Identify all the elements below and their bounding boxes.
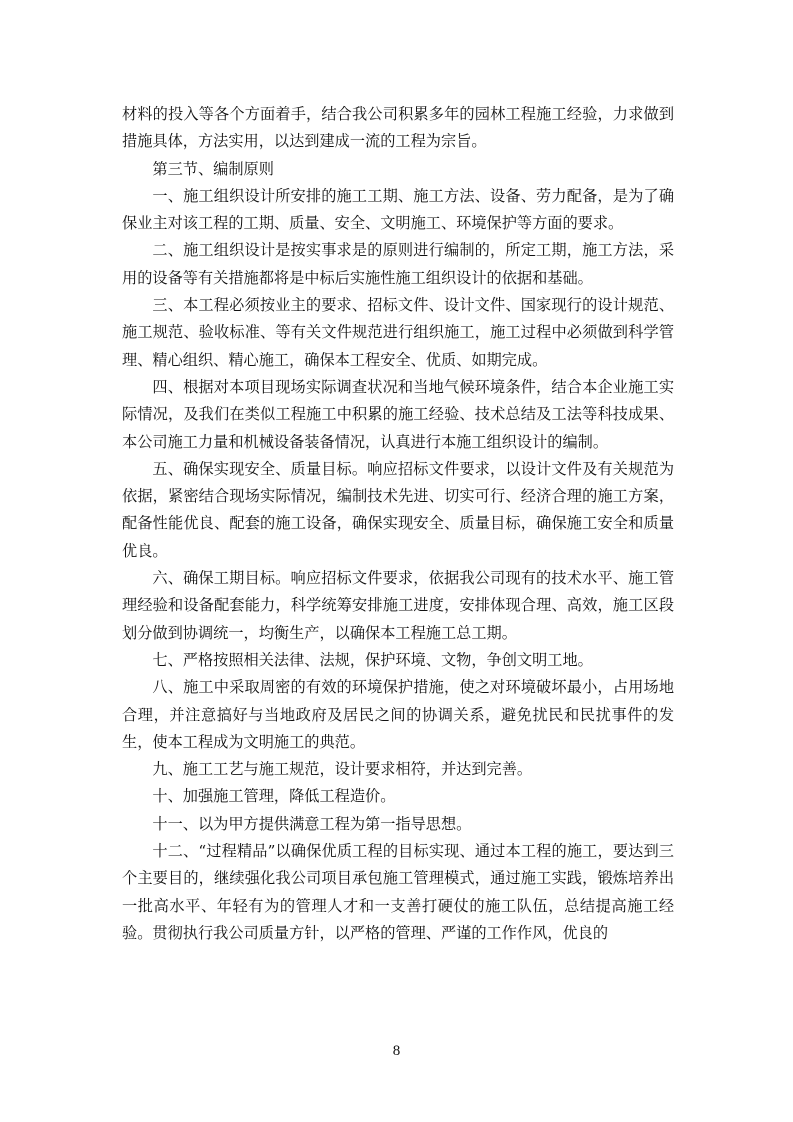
principle-paragraph: 三、本工程必须按业主的要求、招标文件、设计文件、国家现行的设计规范、施工规范、验收标准、等有关文件规范进行组织施工，施工过程中必须做到科学管理、精心组织、精心施工，确保本工程安全、优质、如期完成。	[122, 296, 674, 369]
principle-paragraph: 十一、以为甲方提供满意工程为第一指导思想。	[152, 814, 472, 833]
principle-paragraph: 四、根据对本项目现场实际调查状况和当地气候环境条件，结合本企业施工实际情况，及我们在类似工程施工中积累的施工经验、技术总结及工法等科技成果、本公司施工力量和机械设备装备情况，认真进行本施工组织设计的编制。	[122, 377, 674, 451]
principle-paragraph: 十二、“过程精品”以确保优质工程的目标实现、通过本工程的施工，要达到三个主要目的，继续强化我公司项目承包施工管理模式，通过施工实践，锻炼培养出一批高水平、年轻有为的管理人才和一支善打硬仗的施工队伍，总结提高施工经验。贯彻执行我公司质量方针，以严格的管理、严谨的工作作风，优良的	[122, 842, 674, 942]
principle-paragraph: 十、加强施工管理，降低工程造价。	[152, 787, 396, 806]
continuation-paragraph: 材料的投入等各个方面着手，结合我公司积累多年的园林工程施工经验，力求做到措施具体，方法实用，以达到建成一流的工程为宗旨。	[122, 105, 674, 151]
section-heading: 第三节、编制原则	[152, 159, 274, 178]
principle-paragraph: 一、施工组织设计所安排的施工工期、施工方法、设备、劳力配备，是为了确保业主对该工程的工期、质量、安全、文明施工、环境保护等方面的要求。	[122, 186, 674, 233]
principle-paragraph: 七、严格按照相关法律、法规，保护环境、文物，争创文明工地。	[152, 650, 593, 669]
principle-paragraph: 九、施工工艺与施工规范，设计要求相符，并达到完善。	[152, 760, 533, 779]
principle-paragraph: 八、施工中采取周密的有效的环境保护措施，使之对环境破坏最小，占用场地合理，并注意搞好与当地政府及居民之间的协调关系，避免扰民和民扰事件的发生，使本工程成为文明施工的典范。	[122, 678, 674, 751]
principle-paragraph: 二、施工组织设计是按实事求是的原则进行编制的，所定工期，施工方法，采用的设备等有关措施都将是中标后实施性施工组织设计的依据和基础。	[122, 241, 674, 287]
page-number: 8	[392, 1043, 401, 1059]
document-body	[122, 101, 674, 947]
principle-paragraph: 六、确保工期目标。响应招标文件要求，依据我公司现有的技术水平、施工管理经验和设备配套能力，科学统筹安排施工进度，安排体现合理、高效，施工区段划分做到协调统一，均衡生产，以确保本工程施工总工期。	[122, 569, 674, 642]
principle-paragraph: 五、确保实现安全、质量目标。响应招标文件要求，以设计文件及有关规范为依据，紧密结合现场实际情况，编制技术先进、切实可行、经济合理的施工方案，配备性能优良、配套的施工设备，确保实现安全、质量目标，确保施工安全和质量优良。	[122, 459, 674, 560]
